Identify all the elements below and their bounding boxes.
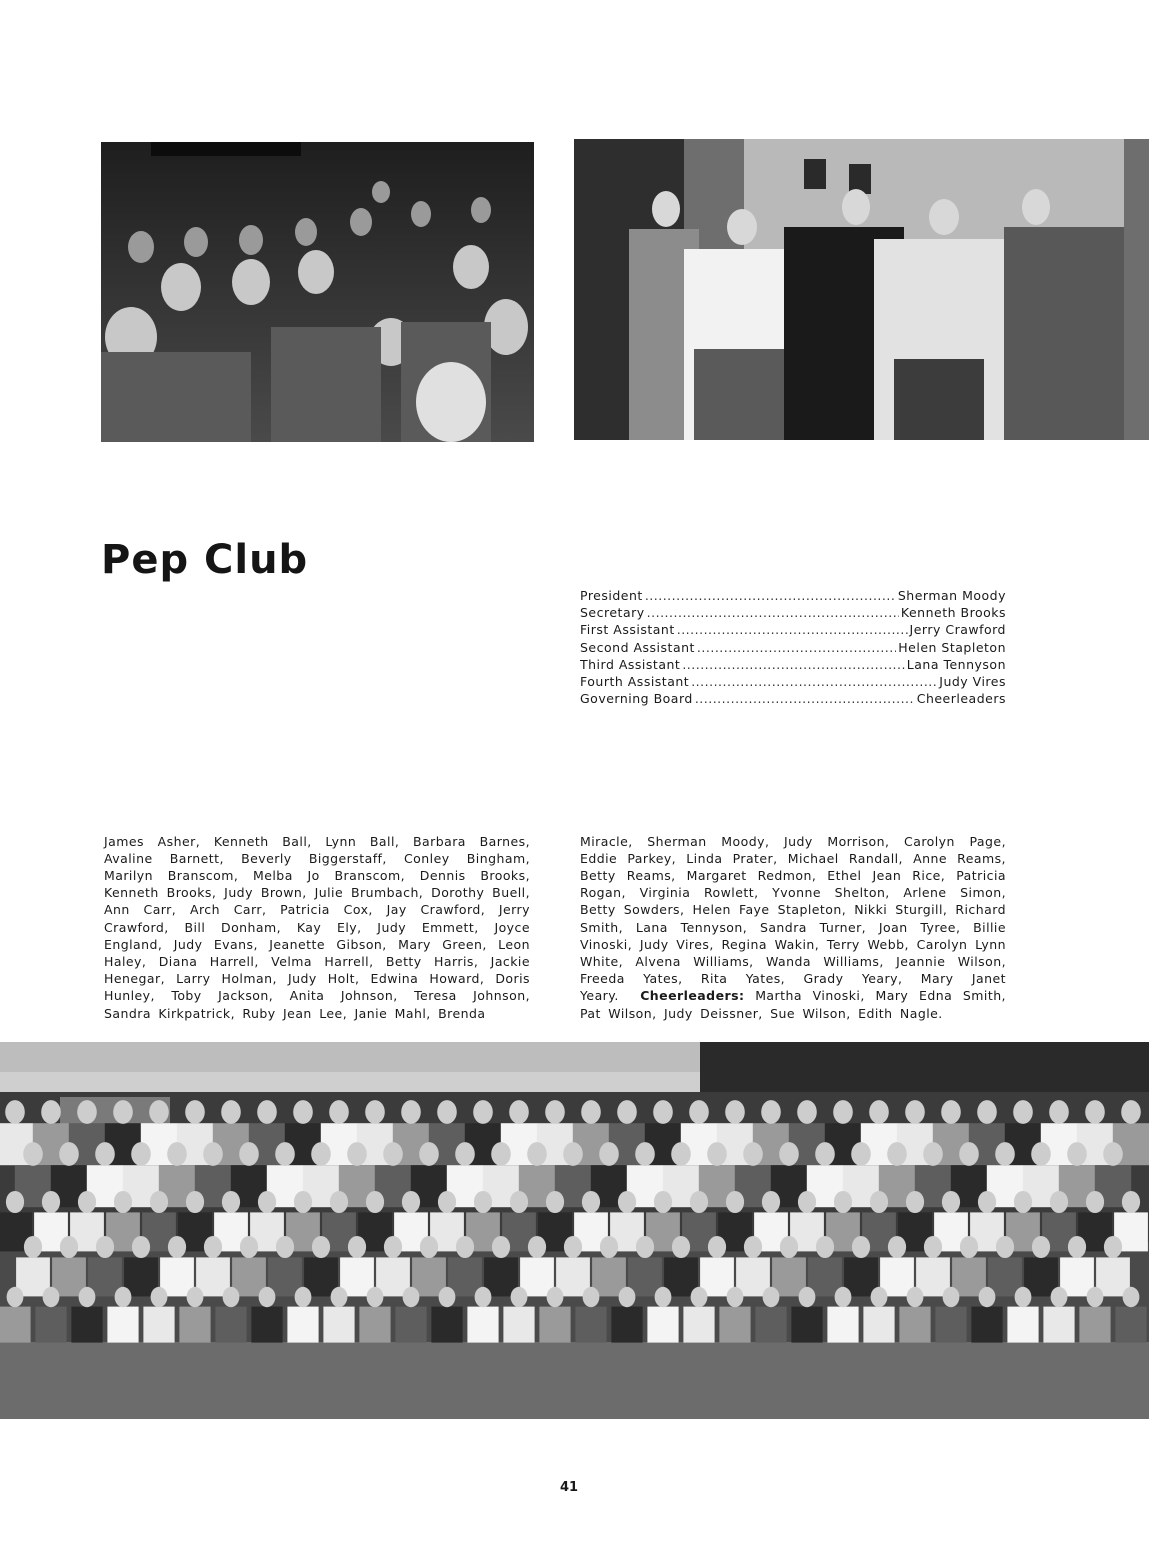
officer-row-president bbox=[580, 587, 1006, 604]
officer-role: Governing Board bbox=[580, 691, 693, 707]
officer-name: Kenneth Brooks bbox=[900, 605, 1006, 621]
member-roster-left: James Asher, Kenneth Ball, Lynn Ball, Barbara Barnes, Avaline Barnett, Beverly Biggerstaff, Conley Bingham, Marilyn Branscom, Melba Jo Branscom, Dennis Brooks, Kenneth Brooks, Judy Brown, Julie Brumbach, Dorothy Buell, Ann Carr, Arch Carr, Patricia Cox, Jay Crawford, Jerry Crawford, Bill Donham, Kay Ely, Judy Emmett, Joyce England, Judy Evans, Jeanette Gibson, Mary Green, Leon Haley, Diana Harrell, Velma Harrell, Betty Harris, Jackie Henegar, Larry Holman, Judy Holt, Edwina Howard, Doris Hunley, Toby Jackson, Anita Johnson, Teresa Johnson, Sandra Kirkpatrick, Ruby Jean Lee, Janie Mahl, Brenda bbox=[104, 833, 530, 1021]
officer-name: Judy Vires bbox=[939, 674, 1006, 690]
officer-role: First Assistant bbox=[580, 622, 675, 638]
officer-role: Third Assistant bbox=[580, 656, 681, 672]
officer-row-second-assistant bbox=[580, 639, 1006, 656]
dot-leader bbox=[682, 656, 904, 673]
dot-leader bbox=[697, 639, 896, 656]
page-number: 41 bbox=[560, 1480, 579, 1495]
officer-role: Secretary bbox=[580, 605, 645, 621]
page-title: Pep Club bbox=[101, 536, 309, 583]
officer-name: Sherman Moody bbox=[897, 588, 1006, 603]
officers-photo bbox=[574, 139, 1149, 440]
member-roster-right bbox=[580, 833, 1006, 1022]
officer-name: Cheerleaders bbox=[916, 691, 1006, 707]
dot-leader bbox=[647, 604, 899, 621]
assembly-photo bbox=[101, 142, 534, 442]
officer-list bbox=[580, 587, 1006, 707]
cheerleaders-text: Martha Vinoski, Mary Edna Smith, Pat Wilson, Judy Deissner, Sue Wilson, Edith Nagle. bbox=[580, 988, 1006, 1021]
roster-members-text: Miracle, Sherman Moody, Judy Morrison, Carolyn Page, Eddie Parkey, Linda Prater, Michael Randall, Anne Reams, Betty Reams, Margaret Redmon, Ethel Jean Rice, Patricia Rogan, Virginia Rowlett, Yvonne Shelton, Arlene Simon, Betty Sowders, Helen Faye Stapleton, Nikki Sturgill, Richard Smith, Lana Tennyson, Sandra Turner, Joan Tyree, Billie Vinoski, Judy Vires, Regina Wakin, Terry Webb, Carolyn Lynn White, Alvena Williams, Wanda Williams, Jeannie Wilson, Freeda Yates, Rita Yates, Grady Yeary, Mary Janet Yeary. bbox=[580, 833, 1006, 1004]
cheerleaders-label: Cheerleaders: bbox=[640, 988, 745, 1004]
dot-leader bbox=[695, 690, 915, 707]
officer-row-first-assistant bbox=[580, 621, 1006, 638]
officer-name: Jerry Crawford bbox=[909, 622, 1006, 638]
officer-role: President bbox=[580, 588, 643, 603]
officer-row-secretary bbox=[580, 604, 1006, 621]
group-photo bbox=[0, 1042, 1149, 1419]
dot-leader bbox=[677, 621, 908, 638]
officer-row-fourth-assistant bbox=[580, 673, 1006, 690]
dot-leader bbox=[645, 587, 896, 604]
officer-name: Helen Stapleton bbox=[898, 639, 1006, 655]
officer-row-third-assistant bbox=[580, 656, 1006, 673]
dot-leader bbox=[691, 673, 937, 690]
officer-role: Fourth Assistant bbox=[580, 674, 690, 690]
officer-row-governing-board bbox=[580, 690, 1006, 707]
officer-role: Second Assistant bbox=[580, 639, 695, 655]
officer-name: Lana Tennyson bbox=[906, 656, 1006, 672]
